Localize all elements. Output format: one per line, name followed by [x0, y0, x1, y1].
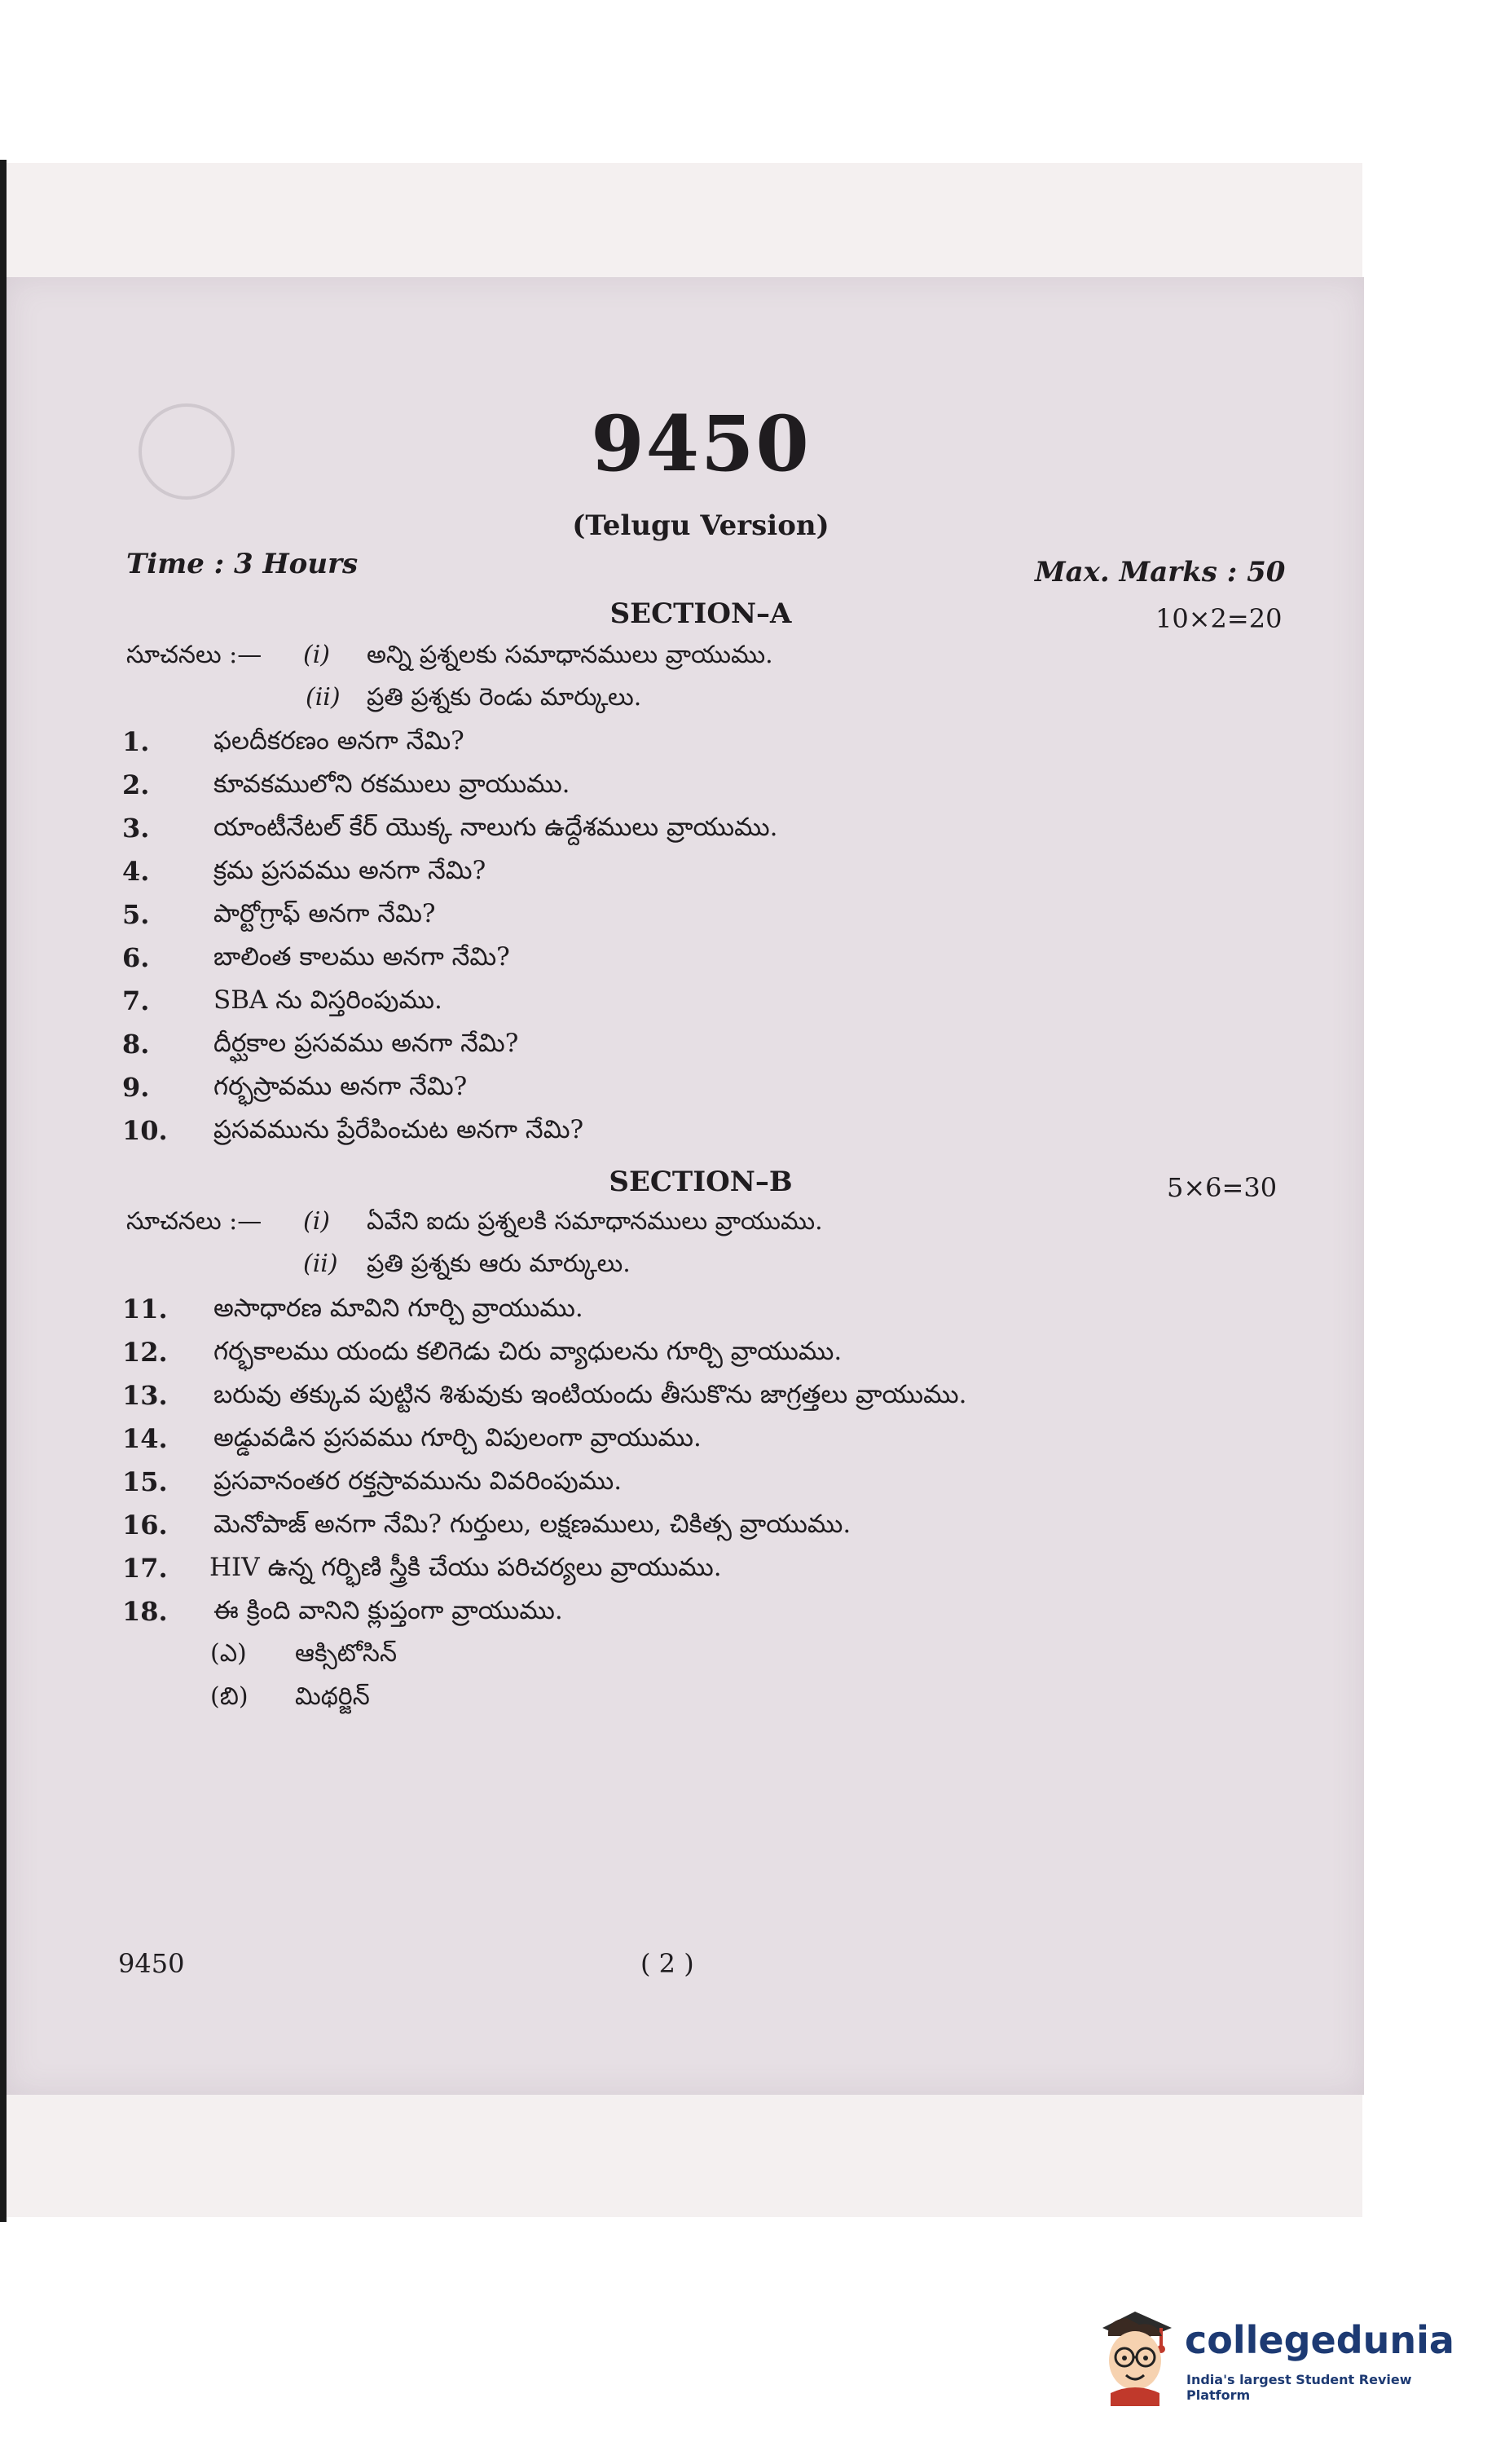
question-text: బరువు తక్కువ పుట్టిన శిశువుకు ఇంటియందు తీసుకొను జాగ్రత్తలు వ్రాయుము. — [213, 1380, 967, 1409]
question-text: ఈ క్రింది వానిని క్లుప్తంగా వ్రాయుము. — [213, 1596, 563, 1625]
sub-item-text: మిథర్జిన్ — [295, 1682, 370, 1711]
paper-code: 9450 — [591, 399, 811, 489]
question-number: 9. — [122, 1072, 150, 1103]
collegedunia-logo — [1090, 2303, 1454, 2409]
section-a-instruction-label: సూచనలు :— — [126, 641, 262, 669]
page-number: ( 2 ) — [640, 1948, 694, 1979]
question-number: 2. — [122, 769, 150, 800]
question-number: 5. — [122, 899, 150, 930]
instruction-number: (ii) — [306, 683, 341, 712]
question-number: 17. — [122, 1553, 168, 1584]
section-b-title: SECTION–B — [609, 1166, 793, 1198]
brand-name: collegedunia — [1185, 2318, 1454, 2362]
question-text: గర్భకాలము యందు కలిగెడు చిరు వ్యాధులను గూర్చి వ్రాయుము. — [213, 1337, 843, 1366]
question-number: 11. — [122, 1294, 168, 1325]
instruction-number: (i) — [303, 1207, 331, 1236]
question-text: గర్భస్రావము అనగా నేమి? — [213, 1072, 468, 1101]
question-number: 3. — [122, 813, 150, 844]
footer-paper-code: 9450 — [118, 1948, 185, 1979]
question-number: 12. — [122, 1337, 168, 1368]
section-a-title: SECTION–A — [609, 597, 792, 630]
question-number: 1. — [122, 726, 150, 757]
question-number: 4. — [122, 856, 150, 887]
question-text: కూవకములోని రకములు వ్రాయుము. — [213, 769, 570, 799]
question-text: ఫలదీకరణం అనగా నేమి? — [213, 726, 464, 756]
sub-item-label: (ఎ) — [210, 1639, 247, 1668]
section-b-marks: 5×6=30 — [1167, 1172, 1278, 1203]
exam-time: Time : 3 Hours — [126, 548, 359, 580]
brand-tagline: India's largest Student Review Platform — [1186, 2372, 1412, 2403]
sub-item-text: ఆక్సిటోసిన్ — [295, 1639, 398, 1668]
question-text: HIV ఉన్న గర్భిణి స్త్రీకి చేయు పరిచర్యలు వ్రాయుము. — [209, 1553, 722, 1582]
instruction-text: ప్రతి ప్రశ్నకు రెండు మార్కులు. — [367, 683, 642, 712]
question-text: SBA ను విస్తరింపుము. — [213, 985, 442, 1015]
instruction-text: అన్ని ప్రశ్నలకు సమాధానములు వ్రాయుము. — [367, 641, 773, 669]
sub-item-label: (బి) — [210, 1682, 249, 1711]
question-text: క్రమ ప్రసవము అనగా నేమి? — [213, 856, 486, 885]
max-marks: Max. Marks : 50 — [1035, 556, 1286, 588]
question-number: 15. — [122, 1466, 168, 1497]
student-mascot-icon — [1090, 2303, 1180, 2406]
question-text: ప్రసవానంతర రక్తస్రావమును వివరింపుము. — [213, 1466, 623, 1496]
instruction-text: ప్రతి ప్రశ్నకు ఆరు మార్కులు. — [367, 1250, 631, 1278]
instruction-number: (i) — [303, 641, 331, 669]
question-text: మెనోపాజ్ అనగా నేమి? గుర్తులు, లక్షణములు, చికిత్స వ్రాయుము. — [213, 1510, 851, 1539]
question-text: అసాధారణ మావిని గూర్చి వ్రాయుము. — [213, 1294, 583, 1323]
question-number: 16. — [122, 1510, 168, 1541]
question-text: దీర్ఘకాల ప్రసవము అనగా నేమి? — [213, 1029, 519, 1058]
question-text: ప్రసవమును ప్రేరేపించుట అనగా నేమి? — [213, 1115, 584, 1144]
question-number: 6. — [122, 942, 150, 973]
instruction-text: ఏవేని ఐదు ప్రశ్నలకి సమాధానములు వ్రాయుము. — [367, 1207, 823, 1236]
question-number: 8. — [122, 1029, 150, 1060]
instruction-number: (ii) — [303, 1250, 338, 1278]
question-number: 18. — [122, 1596, 168, 1627]
question-number: 10. — [122, 1115, 168, 1146]
question-text: బాలింత కాలము అనగా నేమి? — [213, 942, 510, 972]
question-number: 13. — [122, 1380, 168, 1411]
question-text: అడ్డువడిన ప్రసవము గూర్చి విపులంగా వ్రాయుము. — [213, 1423, 702, 1452]
section-a-marks: 10×2=20 — [1155, 603, 1283, 634]
question-number: 7. — [122, 985, 150, 1016]
section-b-instruction-label: సూచనలు :— — [126, 1207, 262, 1236]
question-number: 14. — [122, 1423, 168, 1454]
question-text: యాంటీనేటల్ కేర్ యొక్క నాలుగు ఉద్దేశములు వ్రాయుము. — [213, 813, 778, 842]
paper-version: (Telugu Version) — [572, 509, 829, 542]
question-text: పార్టోగ్రాఫ్ అనగా నేమి? — [213, 899, 436, 928]
